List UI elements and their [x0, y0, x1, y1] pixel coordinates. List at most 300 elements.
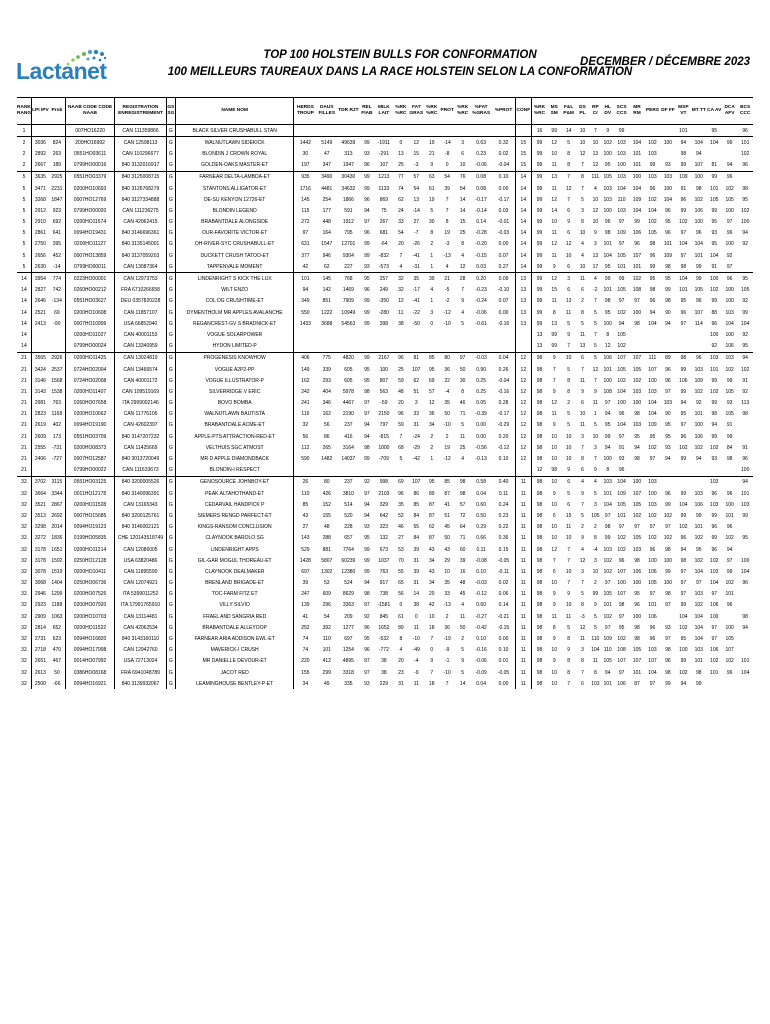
- bull-name-cell: CEDARVAIL HANDPICK P: [175, 499, 293, 510]
- table-cell: 98: [532, 409, 547, 420]
- table-cell: CAN 12074921: [115, 578, 166, 589]
- table-cell: 10: [551, 669, 557, 676]
- table-cell: 30: [294, 148, 317, 159]
- table-cell: 32: [21, 501, 27, 508]
- table-cell: 102: [617, 636, 626, 643]
- table-cell: [645, 329, 660, 340]
- table-cell: 107: [617, 591, 626, 598]
- table-cell: 1866: [342, 196, 354, 203]
- column-header: CA AV: [707, 98, 722, 125]
- table-cell: 96: [398, 490, 404, 497]
- table-cell: 103: [694, 490, 703, 497]
- table-cell: [316, 329, 337, 340]
- table-cell: 98: [665, 546, 671, 553]
- table-cell: 1188: [51, 602, 63, 609]
- table-cell: 162: [294, 375, 317, 386]
- table-cell: 103: [741, 501, 750, 508]
- table-cell: 2: [22, 162, 26, 169]
- table-cell: 102: [725, 366, 734, 373]
- table-cell: 95: [660, 273, 675, 285]
- table-row: [17, 318, 753, 329]
- table-cell: -13: [443, 252, 451, 259]
- table-cell: 96: [364, 647, 370, 654]
- table-cell: 0.02: [498, 580, 509, 587]
- table-cell: 90: [665, 411, 671, 418]
- table-cell: 101: [322, 647, 331, 654]
- table-cell: 97: [618, 613, 625, 620]
- table-cell: 92: [711, 343, 717, 350]
- table-cell: 0.28: [498, 400, 509, 407]
- table-cell: 4: [399, 647, 403, 654]
- table-cell: 12: [551, 546, 557, 553]
- table-cell: 2718: [31, 645, 48, 656]
- table-cell: 45: [444, 524, 450, 531]
- table-cell: [374, 329, 394, 340]
- table-cell: 0.22: [498, 524, 509, 531]
- table-cell: 0.60: [476, 602, 486, 609]
- table-cell: 109: [676, 171, 691, 183]
- table-cell: 102: [741, 207, 750, 214]
- column-header: %RK %RC: [425, 98, 439, 125]
- table-cell: 657: [344, 535, 353, 542]
- table-cell: 1651: [51, 546, 63, 553]
- table-cell: 56: [398, 591, 404, 598]
- table-cell: 0007HO12587: [65, 453, 114, 464]
- table-cell: [737, 431, 753, 442]
- table-cell: 0799HO00020: [65, 205, 114, 216]
- table-cell: 96: [398, 411, 404, 418]
- table-row: [17, 555, 753, 566]
- table-cell: 5: [581, 512, 584, 519]
- table-cell: 412: [322, 658, 331, 665]
- table-cell: 21: [21, 366, 27, 373]
- column-header: MSP VT: [676, 98, 691, 125]
- table-cell: 11: [515, 667, 531, 678]
- table-cell: 2: [17, 137, 31, 149]
- table-cell: 99: [532, 160, 547, 172]
- bull-name-cell: VELTHUIS SGC ATMOST: [175, 442, 293, 453]
- table-cell: 33: [413, 411, 420, 418]
- table-cell: 102: [694, 535, 703, 542]
- page-title: [150, 47, 650, 81]
- table-cell: 109: [694, 377, 703, 384]
- table-cell: -0.04: [497, 162, 510, 169]
- table-row: [17, 398, 753, 409]
- table-cell: 5: [567, 624, 570, 631]
- column-header: MS SM: [547, 98, 561, 125]
- table-cell: 12: [515, 352, 531, 364]
- table-cell: 2537: [51, 366, 63, 373]
- table-cell: 12: [532, 465, 547, 477]
- table-cell: 87: [634, 680, 640, 687]
- table-cell: 95: [364, 366, 370, 373]
- table-cell: 31: [413, 422, 420, 429]
- table-cell: 8: [552, 624, 556, 631]
- table-cell: 15: [551, 287, 557, 294]
- table-cell: 98: [665, 298, 671, 305]
- table-cell: 4: [593, 185, 597, 192]
- bull-name-cell: SILVERRIDGE V ERIC: [175, 386, 293, 397]
- table-cell: 13: [515, 296, 531, 307]
- table-cell: G: [166, 352, 175, 364]
- table-cell: 21: [21, 433, 27, 440]
- table-cell: 104: [676, 273, 691, 285]
- table-cell: 6: [581, 287, 584, 294]
- table-cell: 100: [741, 219, 750, 226]
- table-cell: 0.15: [498, 546, 509, 553]
- table-cell: 14: [515, 250, 531, 261]
- table-cell: 38: [398, 320, 404, 327]
- table-cell: 94: [742, 230, 748, 237]
- table-cell: 109: [632, 196, 642, 203]
- table-cell: 91: [742, 377, 748, 384]
- table-cell: 296: [322, 602, 331, 609]
- table-cell: 21: [439, 273, 455, 285]
- table-cell: 12: [565, 185, 572, 192]
- bull-name-cell: BLONDIN LEGEND: [175, 205, 293, 216]
- table-cell: 3: [593, 241, 597, 248]
- table-cell: 1836: [51, 535, 63, 542]
- table-cell: [439, 341, 455, 353]
- table-cell: 11: [460, 613, 466, 620]
- table-cell: -14: [53, 263, 61, 270]
- table-cell: 100: [694, 219, 703, 226]
- table-cell: [470, 465, 493, 477]
- column-header: BCS CCC: [737, 98, 753, 125]
- table-header-row: [17, 98, 753, 125]
- table-cell: 0.10: [498, 647, 509, 654]
- table-cell: 609: [322, 591, 331, 598]
- table-cell: 9: [430, 162, 434, 169]
- table-cell: 103: [648, 388, 657, 395]
- table-cell: 2923: [31, 600, 48, 611]
- bull-name-cell: TOC-FARM FITZ ET: [175, 589, 293, 600]
- table-cell: -41: [412, 252, 420, 259]
- table-cell: G: [166, 409, 175, 420]
- table-cell: 0.00: [498, 309, 509, 316]
- table-cell: 0.00: [498, 680, 509, 687]
- column-header: REL FIAB: [360, 98, 374, 125]
- table-cell: 4467: [342, 400, 354, 407]
- table-cell: 524: [344, 580, 353, 587]
- table-cell: 57: [459, 501, 466, 508]
- table-cell: 20: [398, 241, 404, 248]
- table-cell: 98: [649, 287, 656, 294]
- table-row: [17, 205, 753, 216]
- table-cell: 840 3146002121: [115, 522, 166, 533]
- table-cell: [425, 465, 439, 477]
- table-cell: 108: [632, 287, 642, 294]
- table-cell: 2731: [31, 633, 48, 644]
- table-cell: 102: [629, 273, 644, 285]
- table-cell: 4895: [342, 658, 354, 665]
- column-header: %RK %RC: [394, 98, 408, 125]
- table-cell: 98: [532, 398, 547, 409]
- table-cell: 2: [567, 400, 570, 407]
- table-row: [17, 667, 753, 678]
- table-cell: 99: [711, 535, 717, 542]
- table-cell: G: [166, 453, 175, 464]
- table-cell: 14: [17, 273, 31, 285]
- table-cell: 173: [52, 433, 62, 440]
- table-cell: 107: [617, 568, 626, 575]
- table-cell: 0250HO12128: [65, 555, 114, 566]
- table-cell: 605: [344, 377, 353, 384]
- table-cell: 8: [399, 636, 403, 643]
- table-cell: 93: [711, 230, 717, 237]
- table-cell: 840 3147207232: [115, 431, 166, 442]
- table-cell: 377: [294, 250, 317, 261]
- table-cell: 69: [394, 476, 408, 488]
- table-cell: 101: [741, 658, 750, 665]
- table-cell: 10: [551, 524, 557, 531]
- table-cell: 2231: [51, 185, 63, 192]
- table-cell: 51: [413, 388, 420, 395]
- table-cell: 95: [364, 636, 370, 643]
- table-cell: 34632: [341, 185, 356, 192]
- table-cell: [737, 171, 753, 183]
- table-cell: 101: [679, 287, 688, 294]
- table-cell: 11: [515, 589, 531, 600]
- table-cell: -90: [53, 320, 61, 327]
- table-cell: 109: [617, 230, 626, 237]
- table-cell: 103: [694, 366, 703, 373]
- table-cell: 94: [711, 422, 717, 429]
- table-cell: 8: [593, 535, 597, 542]
- table-cell: 100: [707, 273, 722, 285]
- table-cell: 104: [694, 613, 703, 620]
- table-cell: 96: [649, 185, 656, 192]
- table-cell: 272: [294, 217, 317, 228]
- table-cell: 132: [379, 535, 389, 542]
- table-cell: 007HO16220: [65, 125, 114, 137]
- table-cell: 95: [711, 241, 717, 248]
- table-cell: 11: [515, 566, 531, 577]
- table-cell: 10: [444, 568, 450, 575]
- table-cell: 0.63: [470, 137, 493, 149]
- table-cell: 631: [294, 239, 317, 250]
- table-cell: 392: [322, 624, 331, 631]
- table-cell: 21: [21, 456, 27, 463]
- table-cell: 7: [399, 252, 403, 259]
- table-cell: 62: [398, 196, 404, 203]
- table-cell: 101: [617, 263, 626, 270]
- table-cell: 105: [632, 501, 642, 508]
- table-cell: 4: [589, 273, 601, 285]
- table-cell: [676, 341, 691, 353]
- bull-name-cell: MAVERICK-I CRUSH: [175, 645, 293, 656]
- table-cell: 96: [364, 162, 370, 169]
- table-cell: 62: [323, 263, 330, 270]
- table-cell: G: [166, 261, 175, 273]
- table-cell: 93: [618, 456, 625, 463]
- table-cell: 2750: [31, 239, 48, 250]
- table-cell: 5: [567, 320, 570, 327]
- table-row: [17, 622, 753, 633]
- table-cell: 96: [711, 546, 717, 553]
- table-row: [17, 261, 753, 273]
- table-cell: 9: [606, 127, 610, 134]
- table-cell: 323: [379, 524, 389, 531]
- table-cell: 145: [294, 194, 317, 205]
- table-cell: -50: [412, 320, 420, 327]
- table-cell: 1000: [378, 444, 390, 451]
- table-cell: 97: [711, 636, 717, 643]
- column-header: MILK LAIT: [374, 98, 394, 125]
- table-cell: 3268: [31, 194, 48, 205]
- table-cell: [408, 465, 424, 477]
- table-cell: 313: [344, 150, 353, 157]
- table-cell: 5: [589, 352, 601, 364]
- table-cell: 0.05: [476, 400, 486, 407]
- column-header: DCA AFV: [722, 98, 737, 125]
- table-cell: 0.26: [498, 366, 509, 373]
- table-cell: 100: [617, 580, 626, 587]
- table-cell: 5: [593, 343, 597, 350]
- table-cell: -1581: [377, 602, 391, 609]
- table-cell: 32: [21, 557, 27, 564]
- table-cell: 101: [603, 366, 612, 373]
- table-cell: 96: [649, 546, 656, 553]
- table-cell: 97: [618, 524, 625, 531]
- table-cell: 80: [439, 352, 455, 364]
- table-cell: 254: [322, 196, 331, 203]
- table-cell: 0551HO03611: [65, 148, 114, 159]
- table-cell: 94: [665, 456, 671, 463]
- table-cell: 94: [364, 433, 370, 440]
- table-cell: 92: [726, 252, 733, 259]
- table-cell: 265: [322, 444, 331, 451]
- table-cell: 60: [459, 546, 466, 553]
- table-cell: 111: [645, 352, 660, 364]
- table-cell: 106: [632, 230, 642, 237]
- table-cell: 92: [696, 400, 702, 407]
- table-cell: 102: [648, 196, 657, 203]
- table-cell: 33: [398, 219, 404, 226]
- table-cell: 9: [461, 658, 464, 665]
- table-cell: 104: [603, 501, 612, 508]
- table-cell: G: [166, 533, 175, 544]
- table-cell: 95: [425, 476, 439, 488]
- table-cell: 10: [551, 150, 557, 157]
- table-cell: 97: [680, 230, 687, 237]
- table-cell: 103: [710, 568, 719, 575]
- table-cell: 10: [565, 433, 572, 440]
- table-cell: 2: [430, 241, 434, 248]
- table-cell: 100: [710, 331, 719, 338]
- table-cell: 7: [593, 377, 597, 384]
- table-cell: 0200HO07526: [65, 589, 114, 600]
- table-cell: 19: [428, 196, 435, 203]
- table-cell: 0200HO11528: [65, 499, 114, 510]
- table-cell: 5: [593, 320, 597, 327]
- table-cell: 94: [364, 207, 370, 214]
- table-cell: 99: [742, 512, 748, 519]
- table-cell: 99: [532, 273, 547, 285]
- table-cell: 220: [294, 656, 317, 667]
- table-cell: 84: [413, 512, 420, 519]
- table-cell: 2167: [374, 352, 394, 364]
- table-cell: 11: [592, 658, 598, 665]
- table-cell: CAN 42062534: [115, 622, 166, 633]
- table-cell: 1482: [321, 456, 333, 463]
- column-header: GS SG: [166, 98, 175, 125]
- table-cell: 101: [710, 669, 719, 676]
- table-cell: FRA 6710266658: [115, 285, 166, 296]
- table-cell: 98: [634, 636, 640, 643]
- table-cell: [294, 465, 317, 477]
- table-cell: 102: [617, 535, 626, 542]
- table-cell: 7: [581, 185, 584, 192]
- table-cell: 95: [364, 535, 370, 542]
- table-cell: 3344: [51, 490, 63, 497]
- table-cell: 101: [737, 137, 753, 149]
- table-cell: 0011HO12178: [65, 488, 114, 499]
- table-cell: [455, 329, 469, 340]
- table-cell: 14: [21, 287, 27, 294]
- table-cell: 3635: [31, 171, 48, 183]
- table-cell: 98: [532, 656, 547, 667]
- table-cell: 11: [515, 476, 531, 488]
- column-header: CONF: [515, 98, 531, 125]
- table-cell: 105: [617, 287, 626, 294]
- table-cell: -8: [444, 150, 450, 157]
- table-cell: CAN 13114481: [115, 611, 166, 622]
- bull-name-cell: LINDENRIGHT S KICK THE LUX: [175, 273, 293, 285]
- table-cell: 100: [725, 287, 734, 294]
- table-cell: 99: [634, 219, 640, 226]
- table-cell: 2630: [31, 261, 48, 273]
- table-cell: 7: [567, 557, 570, 564]
- bull-name-cell: CLAYNOOK DEALMAKER: [175, 566, 293, 577]
- table-cell: 851: [322, 298, 331, 305]
- table-cell: 0.00: [498, 241, 509, 248]
- table-cell: 155: [294, 667, 317, 678]
- table-cell: CAN 13466574: [115, 364, 166, 375]
- table-cell: [629, 465, 644, 477]
- table-cell: CAN 40001172: [115, 375, 166, 386]
- table-cell: 96: [680, 535, 687, 542]
- table-cell: 99: [592, 591, 599, 598]
- table-cell: 96: [665, 490, 671, 497]
- table-cell: [31, 329, 48, 340]
- table-cell: 104: [648, 669, 657, 676]
- table-cell: 98: [459, 490, 466, 497]
- table-cell: 26: [294, 476, 317, 488]
- table-cell: 99: [711, 298, 717, 305]
- table-cell: 3513: [31, 510, 48, 521]
- table-cell: 97: [364, 411, 370, 418]
- column-header: TDR RJT: [337, 98, 360, 125]
- table-cell: 103: [725, 309, 734, 316]
- table-cell: 9: [547, 352, 561, 364]
- table-cell: -731: [51, 444, 62, 451]
- table-cell: -10: [412, 636, 420, 643]
- table-row: [17, 239, 753, 250]
- table-cell: -350: [378, 298, 389, 305]
- table-cell: 102: [617, 546, 626, 553]
- table-cell: [439, 125, 455, 137]
- table-cell: -13: [443, 602, 451, 609]
- table-cell: 5: [581, 196, 584, 203]
- table-cell: 89: [660, 352, 675, 364]
- table-cell: 10: [565, 568, 572, 575]
- table-cell: -12: [443, 456, 451, 463]
- table-cell: [737, 600, 753, 611]
- table-cell: 247: [294, 589, 317, 600]
- bull-name-cell: VILLY SILVIO: [175, 600, 293, 611]
- table-cell: -0.11: [498, 568, 510, 575]
